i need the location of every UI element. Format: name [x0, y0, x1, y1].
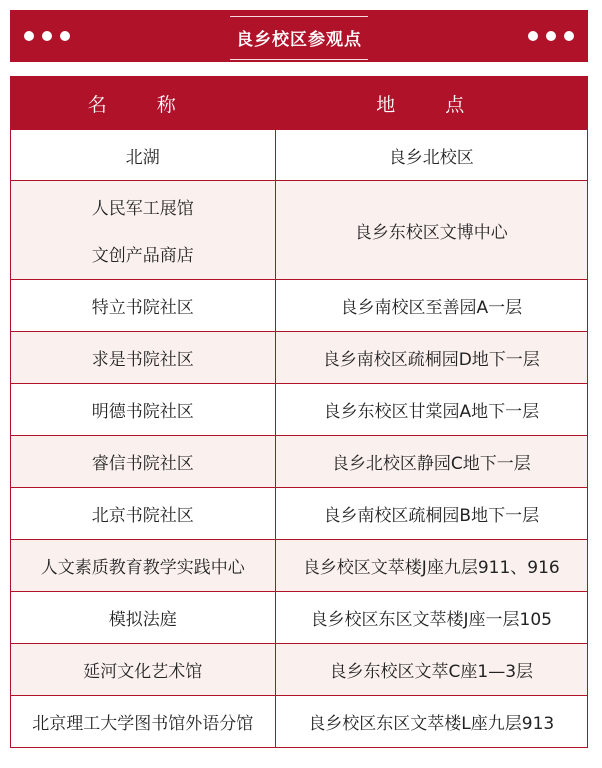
location-cell: 良乡东校区甘棠园A地下一层 — [275, 384, 587, 435]
location-cell: 良乡校区东区文萃楼L座九层913 — [275, 696, 587, 747]
dot-icon — [564, 31, 574, 41]
location-cell: 良乡校区文萃楼J座九层911、916 — [275, 540, 587, 591]
location-cell: 良乡东校区文博中心 — [275, 181, 587, 279]
decorative-dots-right — [528, 31, 574, 41]
dot-icon — [528, 31, 538, 41]
name-cell — [11, 181, 275, 279]
table-header — [11, 77, 587, 129]
table-row — [11, 129, 587, 180]
column-header-location: 地 点 — [275, 77, 587, 129]
table-row — [11, 383, 587, 435]
name-cell: 明德书院社区 — [91, 402, 194, 422]
table-row — [11, 487, 587, 539]
location-cell: 良乡北校区 — [275, 130, 587, 180]
table-row — [11, 695, 587, 747]
name-line: 文创产品商店 — [91, 246, 194, 266]
name-cell: 特立书院社区 — [91, 298, 194, 318]
name-cell: 睿信书院社区 — [91, 454, 194, 474]
name-cell: 北湖 — [125, 147, 160, 168]
name-cell: 求是书院社区 — [91, 350, 194, 370]
name-cell: 北京书院社区 — [91, 506, 194, 526]
location-cell: 良乡校区东区文萃楼J座一层105 — [275, 592, 587, 643]
column-header-name: 名 称 — [87, 93, 198, 116]
name-line: 人民军工展馆 — [91, 199, 194, 219]
table-row — [11, 279, 587, 331]
dot-icon — [42, 31, 52, 41]
dot-icon — [24, 31, 34, 41]
dot-icon — [60, 31, 70, 41]
title-frame — [230, 16, 368, 60]
location-cell: 良乡北校区静园C地下一层 — [275, 436, 587, 487]
table-row — [11, 435, 587, 487]
header-banner — [10, 10, 588, 62]
table-row — [11, 643, 587, 695]
name-cell: 北京理工大学图书馆外语分馆 — [32, 714, 254, 734]
decorative-dots-left — [24, 31, 70, 41]
dot-icon — [546, 31, 556, 41]
table-row — [11, 539, 587, 591]
location-cell: 良乡南校区至善园A一层 — [275, 280, 587, 331]
location-cell: 良乡南校区疏桐园D地下一层 — [275, 332, 587, 383]
table-row — [11, 591, 587, 643]
name-cell: 延河文化艺术馆 — [83, 662, 203, 682]
name-cell: 人文素质教育教学实践中心 — [40, 558, 245, 578]
page-title: 良乡校区参观点 — [236, 30, 362, 50]
location-cell: 良乡南校区疏桐园B地下一层 — [275, 488, 587, 539]
name-cell: 模拟法庭 — [108, 610, 177, 630]
table-row — [11, 331, 587, 383]
visit-locations-table — [10, 76, 588, 748]
location-cell: 良乡东校区文萃C座1—3层 — [275, 644, 587, 695]
table-row — [11, 180, 587, 279]
